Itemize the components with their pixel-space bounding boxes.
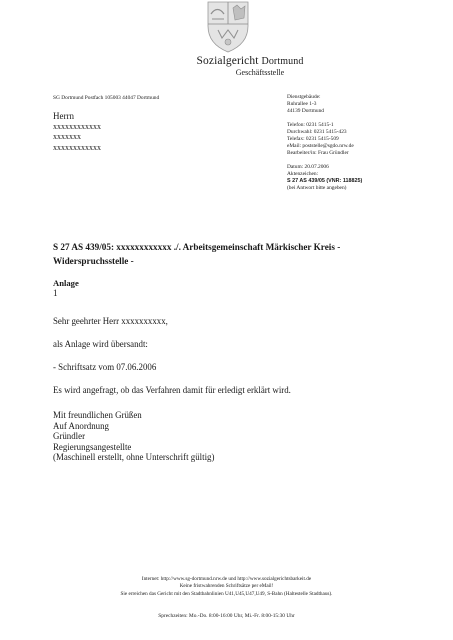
body-paragraph: - Schriftsatz vom 07.06.2006: [53, 362, 157, 372]
signer-name: Gründler: [53, 431, 86, 442]
recipient-line: xxxxxxxxxxxx: [53, 122, 101, 131]
closing-block: [53, 410, 214, 463]
body-paragraph: Es wird angefragt, ob das Verfahren damit für erledigt erklärt wird.: [53, 385, 291, 395]
closing-line: Auf Anordnung: [53, 420, 109, 431]
court-city: Dortmund: [261, 56, 304, 67]
building-label: Dienstgebäude:: [287, 94, 321, 100]
footer: [60, 576, 393, 598]
office-name: Geschäftsstelle: [235, 68, 285, 77]
closing-line: Mit freundlichen Grüßen: [53, 410, 142, 420]
building-city: 44139 Dortmund: [287, 108, 324, 115]
coat-of-arms-emblem: [200, 0, 256, 54]
attachment-count: 1: [53, 288, 58, 298]
building-street: Ruhrallee 1-3: [287, 101, 317, 108]
letter-date: Datum: 20.07.2006: [287, 163, 329, 170]
court-title: Sozialgericht: [196, 55, 259, 67]
reference-label: Aktenzeichen:: [287, 170, 319, 177]
recipient-line: xxxxxxxxxxxx: [53, 142, 101, 152]
office-hours: Sprechzeiten: Mo.-Do. 8:00-16:00 Uhr, Mi.-Fr. 8:00-15:30 Uhr: [158, 613, 295, 619]
email: eMail: poststelle@sgdo.nrw.de: [287, 143, 354, 150]
footer-notice: Keine fristwahrenden Schriftsätze per eMail!: [179, 583, 274, 590]
recipient-salutation: Herrn: [53, 111, 74, 121]
footer-directions: Sie erreichen das Gericht mit den Stadtbahnlinien U41,U45,U47,U49, S-Bahn (Haltestelle Stadthaus).: [120, 590, 333, 597]
reference-number: S 27 AS 439/05 (VNR: 118825): [287, 178, 363, 185]
contact-info-block: [287, 94, 437, 192]
attachment-label: Anlage: [53, 278, 79, 288]
footer-internet: Internet: http://www.sg-dortmund.nrw.de und http://www.sozialgerichtsbarkeit.de: [141, 576, 312, 582]
body-paragraph: als Anlage wird übersandt:: [53, 339, 148, 349]
fax: Telefax: 0231 5415-509: [287, 136, 339, 143]
sender-line: SG Dortmund Postfach 105003 44047 Dortmund: [53, 95, 160, 101]
recipient-address: [53, 110, 101, 153]
phone: Telefon: 0231 5415-1: [287, 121, 334, 128]
signature-note: (Maschinell erstellt, ohne Unterschrift gültig): [53, 452, 215, 463]
subject-line: S 27 AS 439/05: xxxxxxxxxxxx ./. Arbeitsgemeinschaft Märkischer Kreis - Widerspruchsstelle -: [53, 242, 341, 266]
reference-note: (bei Antwort bitte angeben): [287, 185, 347, 192]
direct-dial: Durchwahl: 0231 5415-423: [287, 128, 347, 135]
court-name: [150, 55, 350, 67]
handler: Bearbeiter/in: Frau Gründler: [287, 150, 349, 157]
signer-title: Regierungsangestellte: [53, 441, 132, 452]
greeting: Sehr geehrter Herr xxxxxxxxxx,: [53, 316, 168, 326]
recipient-line: xxxxxxx: [53, 132, 81, 142]
